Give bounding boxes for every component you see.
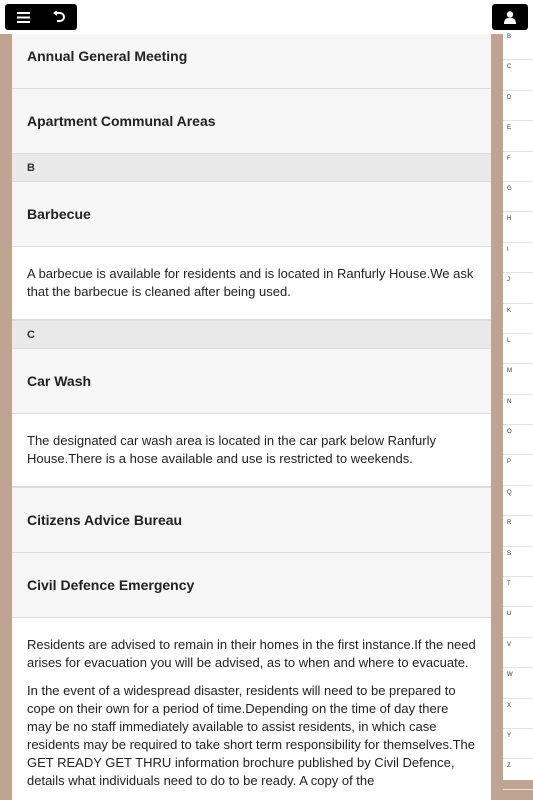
item-heading-label: Barbecue (27, 206, 91, 222)
index-letter-g[interactable]: G (503, 182, 533, 212)
index-letter-x[interactable]: X (503, 699, 533, 729)
index-letter-b[interactable]: B (503, 30, 533, 60)
description-paragraph: The designated car wash area is located in the car park below Ranfurly House.There is a hose available and use is restricted to weekends. (27, 433, 436, 466)
description-paragraph: Residents are advised to remain in their homes in the first instance.If the need arises for evacuation you will be advised, as to when and where to evacuate. (27, 637, 476, 670)
index-letter-e[interactable]: E (503, 121, 533, 151)
content-list (12, 34, 491, 800)
item-heading-label: Apartment Communal Areas (27, 113, 216, 129)
item-description (12, 618, 491, 800)
index-letter-u[interactable]: U (503, 607, 533, 637)
index-letter-d[interactable]: D (503, 91, 533, 121)
item-heading-label: Citizens Advice Bureau (27, 512, 183, 528)
user-button[interactable] (492, 4, 528, 30)
back-icon (53, 11, 65, 24)
item-heading-label: Civil Defence Emergency (27, 577, 195, 593)
menu-button[interactable] (5, 4, 41, 30)
user-icon (504, 11, 516, 24)
back-button[interactable] (41, 4, 77, 30)
menu-icon (17, 12, 30, 23)
section-divider-letter: C (27, 328, 35, 341)
top-bar (0, 0, 533, 34)
index-letter-f[interactable]: F (503, 152, 533, 182)
index-letter-l[interactable]: L (503, 334, 533, 364)
item-car-wash[interactable] (12, 349, 491, 414)
index-letter-m[interactable]: M (503, 364, 533, 394)
item-citizens-advice-bureau[interactable] (12, 488, 491, 553)
item-description (12, 414, 491, 488)
index-letter-h[interactable]: H (503, 212, 533, 242)
index-letter-w[interactable]: W (503, 668, 533, 698)
index-letter-c[interactable]: C (503, 60, 533, 90)
index-letter-p[interactable]: P (503, 455, 533, 485)
item-description (12, 247, 491, 321)
item-civil-defence-emergency[interactable] (12, 553, 491, 618)
index-letter-o[interactable]: O (503, 425, 533, 455)
item-annual-general-meeting[interactable] (12, 34, 491, 89)
index-letter-r[interactable]: R (503, 516, 533, 546)
item-barbecue[interactable] (12, 182, 491, 247)
section-divider (12, 321, 491, 349)
index-letter-s[interactable]: S (503, 547, 533, 577)
index-letter-t[interactable]: T (503, 577, 533, 607)
index-letter-z[interactable]: Z (503, 759, 533, 789)
alphabet-index (503, 30, 533, 780)
index-letter-v[interactable]: V (503, 638, 533, 668)
section-divider-letter: B (27, 161, 35, 174)
index-letter-j[interactable]: J (503, 273, 533, 303)
index-letter-i[interactable]: I (503, 243, 533, 273)
index-letter-n[interactable]: N (503, 395, 533, 425)
item-heading-label: Annual General Meeting (27, 48, 188, 64)
description-paragraph: A barbecue is available for residents and is located in Ranfurly House.We ask that the barbecue is cleaned after being used. (27, 266, 474, 299)
nav-button-group (5, 4, 77, 30)
item-apartment-communal-areas[interactable] (12, 89, 491, 154)
item-heading-label: Car Wash (27, 373, 92, 389)
index-letter-q[interactable]: Q (503, 486, 533, 516)
section-divider (12, 154, 491, 182)
index-letter-y[interactable]: Y (503, 729, 533, 759)
description-paragraph: In the event of a widespread disaster, residents will need to be prepared to cope on their own for a period of time.Depending on the time of day there may be no staff immediately available to assist residents, in which case residents may be required to take short term responsibility for themselves.The GET READY GET THRU information brochure published by Civil Defence, details what individuals need to do to be ready. A copy of the (27, 683, 475, 788)
index-letter-k[interactable]: K (503, 304, 533, 334)
